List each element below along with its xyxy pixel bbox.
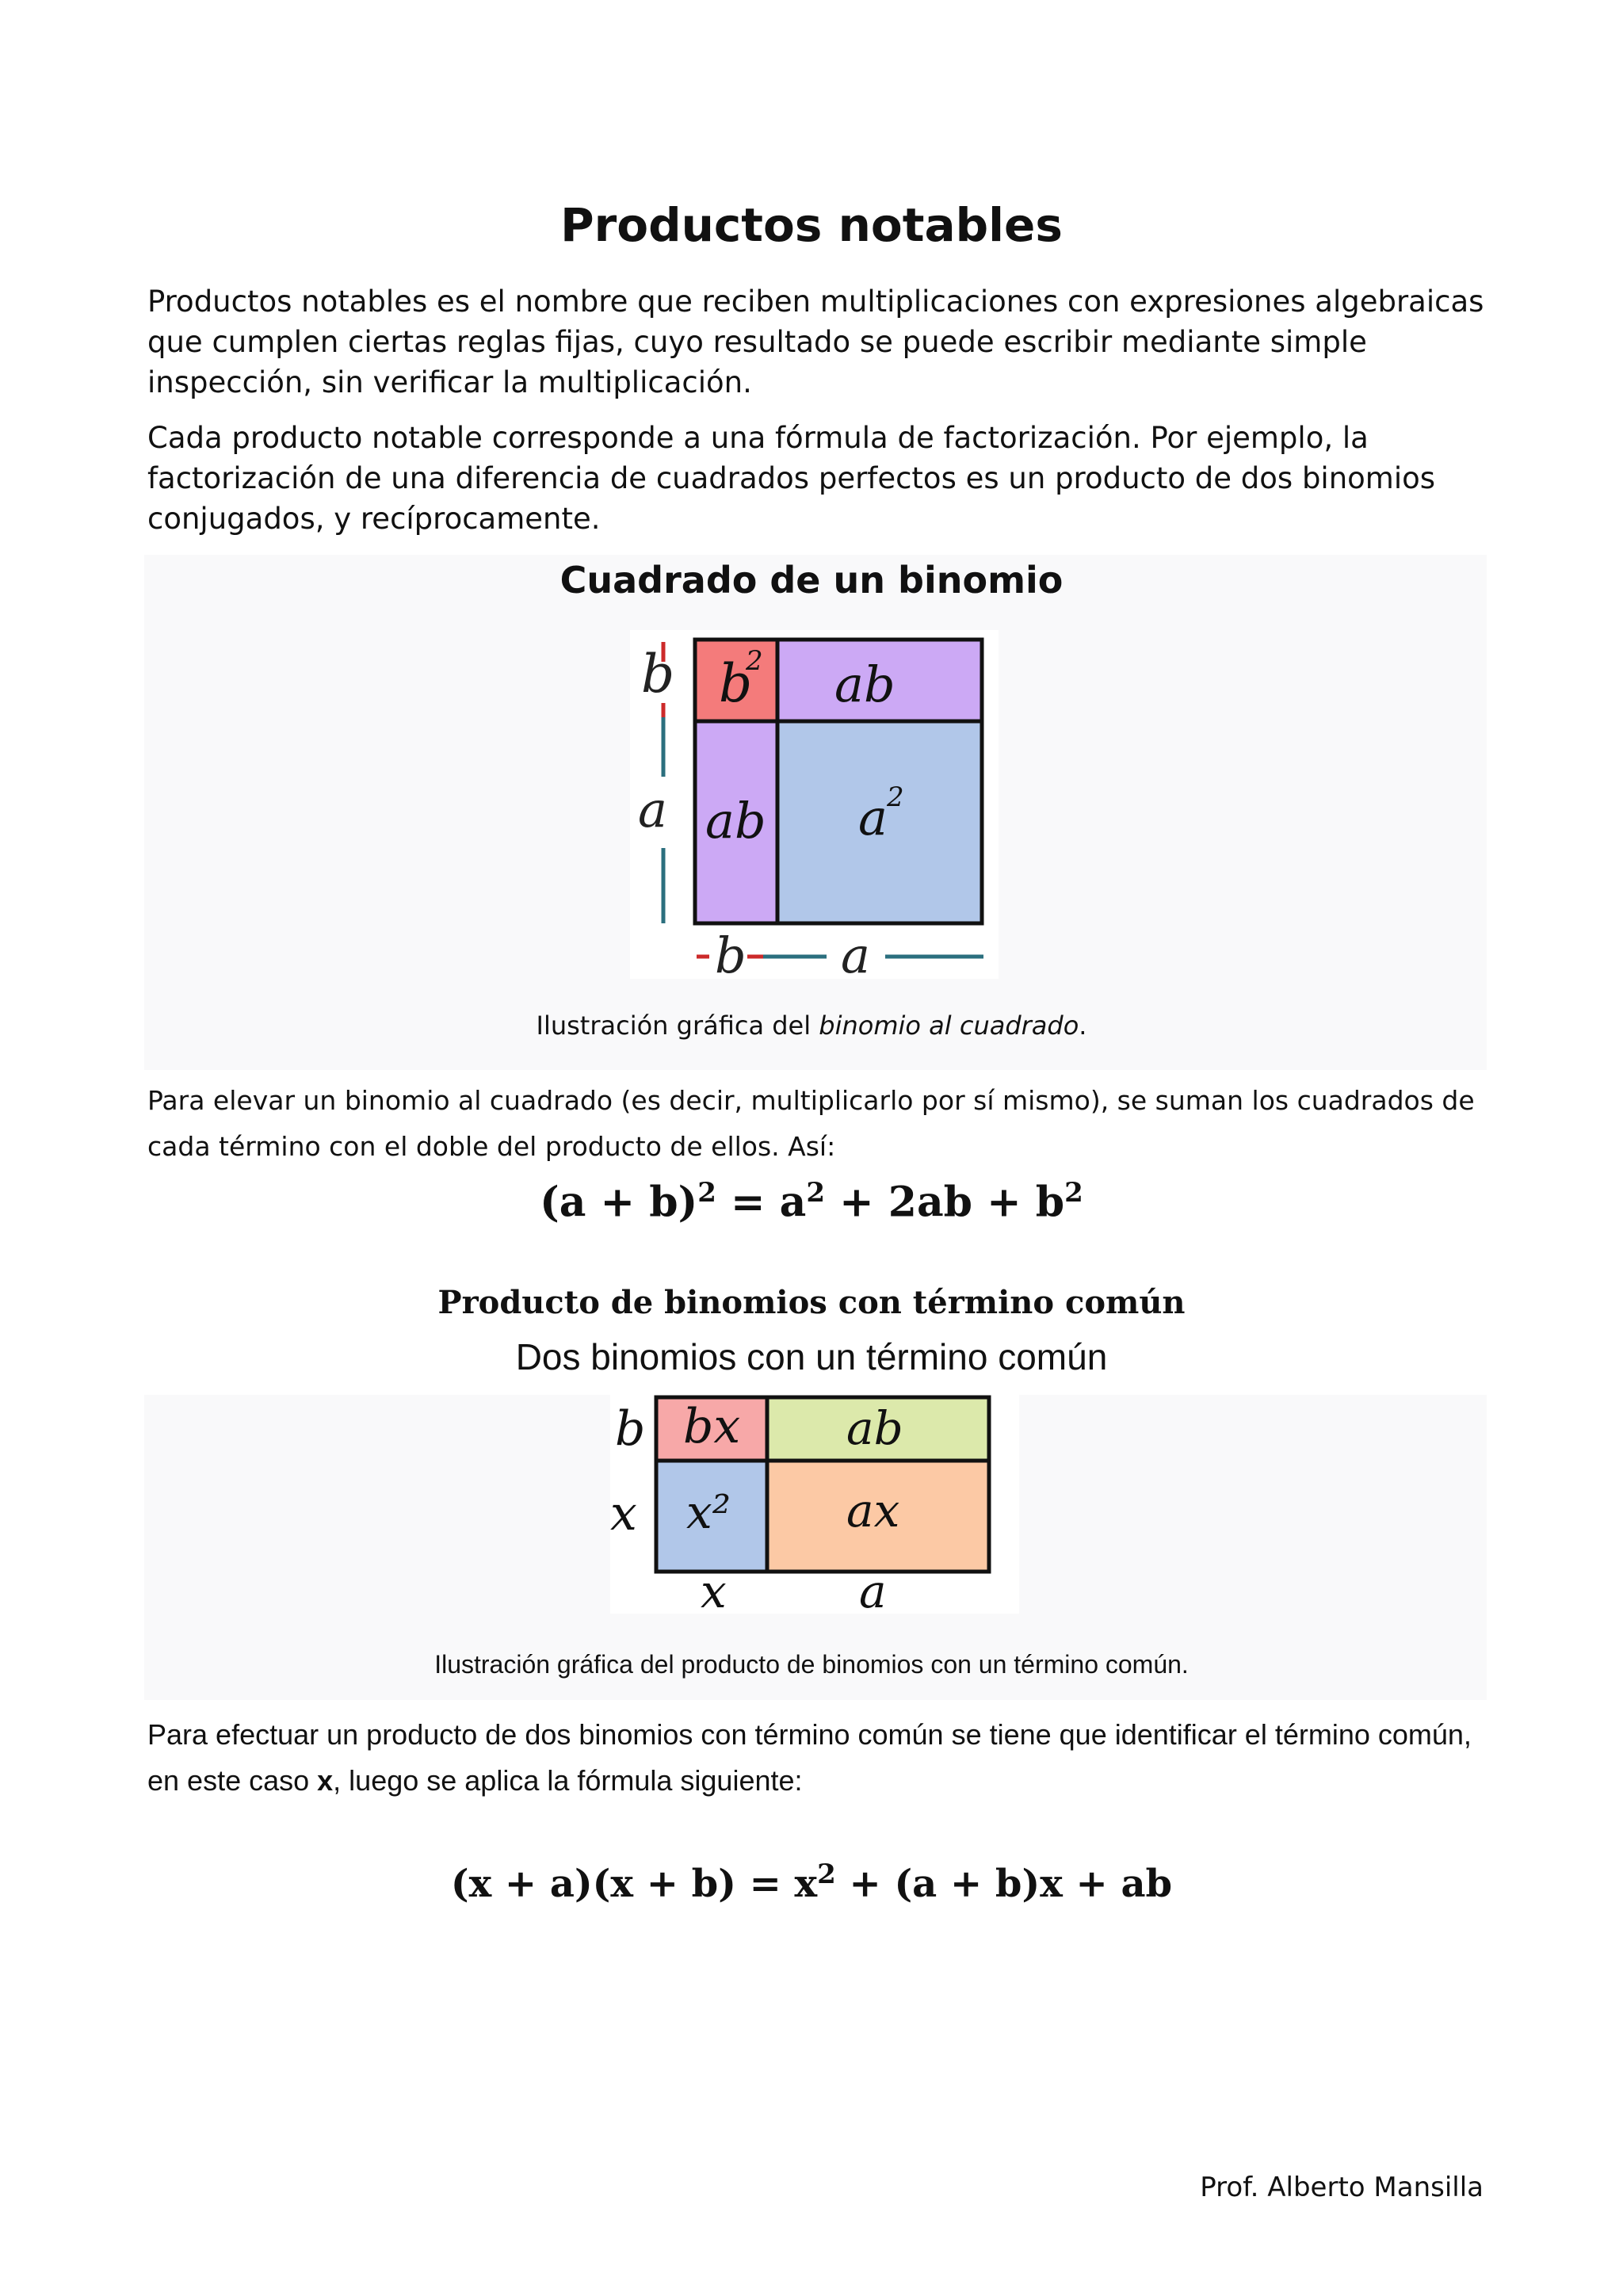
- side-label-x: x: [610, 1486, 637, 1541]
- caption-suffix: .: [1079, 1010, 1087, 1041]
- ab-label: ab: [846, 1401, 903, 1455]
- b2-exponent: 2: [746, 645, 763, 677]
- formula1-exp3: 2: [1064, 1177, 1083, 1209]
- formula2-exp: 2: [817, 1859, 836, 1890]
- section2-caption: Ilustración gráfica del producto de binomios con un término común.: [434, 1650, 1189, 1679]
- common-term-formula: [0, 1859, 1623, 1906]
- section2-text-bold: x: [317, 1764, 334, 1797]
- intro-paragraph-2: Cada producto notable corresponde a una fórmula de factorización. Por ejemplo, la factorización de una diferencia de cuadrados perfectos es un producto de dos binomios conjugados, y recíprocamente.: [147, 421, 1436, 536]
- a2-exponent: 2: [887, 781, 904, 813]
- section2-text-suffix: , luego se aplica la fórmula siguiente:: [333, 1764, 803, 1797]
- section2-text: [147, 1712, 1487, 1804]
- binomial-square-figure: [630, 630, 999, 979]
- formula1-rest: + 2ab + b: [825, 1178, 1065, 1227]
- formula1-left: (a + b): [540, 1178, 698, 1227]
- section2-figure-title: Dos binomios con un término común: [515, 1336, 1108, 1377]
- formula1-mid: = a: [716, 1178, 807, 1227]
- side-label-b: b: [641, 644, 675, 705]
- formula2-left: (x + a)(x + b) = x: [450, 1862, 818, 1906]
- bottom-label-b: b: [715, 926, 747, 979]
- ab-left-label: ab: [705, 792, 766, 850]
- formula1-exp2: 2: [806, 1177, 826, 1209]
- bottom-label-a: a: [841, 926, 870, 979]
- section1-caption: [0, 1010, 1623, 1041]
- side-label-a: a: [638, 781, 667, 839]
- author-footer: Prof. Alberto Mansilla: [1200, 2172, 1484, 2203]
- page-title: Productos notables: [560, 198, 1063, 252]
- section1-text: Para elevar un binomio al cuadrado (es decir, multiplicarlo por sí mismo), se suman los cuadrados de cada término con el doble del producto de ellos. Así:: [147, 1085, 1475, 1162]
- formula1-exp: 2: [697, 1177, 716, 1209]
- common-term-figure: [610, 1393, 1019, 1614]
- ab-top-label: ab: [834, 655, 896, 713]
- bottom-label-x: x: [701, 1564, 727, 1614]
- section2-text-prefix: Para efectuar un producto de dos binomios con término común se tiene que identificar el término común, en este caso: [147, 1718, 1472, 1797]
- ax-label: ax: [846, 1484, 900, 1538]
- x2-label: x²: [686, 1485, 731, 1539]
- binomial-square-formula: [0, 1177, 1623, 1226]
- a2-label: a: [858, 789, 888, 846]
- caption-italic: binomio al cuadrado: [819, 1010, 1079, 1041]
- caption-prefix: Ilustración gráfica del: [536, 1010, 819, 1041]
- b2-label: b: [719, 653, 753, 714]
- intro-paragraph-1: Productos notables es el nombre que reciben multiplicaciones con expresiones algebraicas que cumplen ciertas reglas fijas, cuyo resultado se puede escribir mediante simple inspección, sin verificar la multiplicación.: [147, 285, 1484, 399]
- section1-heading: Cuadrado de un binomio: [559, 559, 1064, 602]
- section2-heading: Producto de binomios con término común: [437, 1284, 1186, 1321]
- bx-label: bx: [683, 1399, 741, 1454]
- formula2-rest: + (a + b)x + ab: [835, 1862, 1173, 1906]
- bottom-label-a: a: [859, 1564, 887, 1614]
- side-label-b: b: [615, 1401, 646, 1457]
